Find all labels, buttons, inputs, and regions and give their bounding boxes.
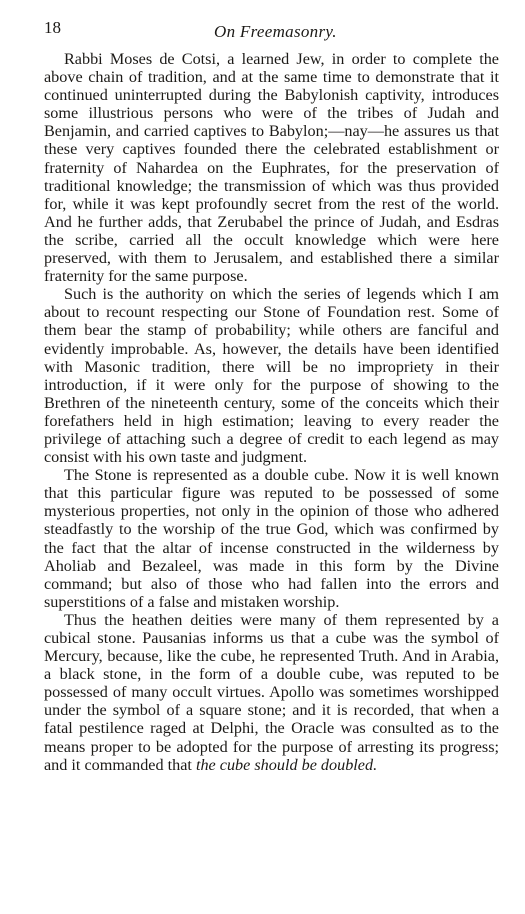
page-number: 18 [44, 18, 61, 37]
body-text [44, 50, 499, 774]
page-header [44, 18, 501, 42]
paragraph-4-italic-tail: the cube should be doubled. [195, 755, 378, 774]
paragraph-3: The Stone is represented as a double cube. Now it is well known that this particular figure was reputed to be possessed of some mysterious properties, not only in the opinion of those who adhered steadfastly to the worship of the true God, which was confirmed by the fact that the altar of incense constructed in the wilderness by Aholiab and Bezaleel, was made in this form by the Divine command; but also of those who had fallen into the errors and superstitions of a false and mistaken worship. [44, 466, 499, 611]
paragraph-4-text: Thus the heathen deities were many of them represented by a cubical stone. Pausanias informs us that a cube was the symbol of Mercury, because, like the cube, he represented Truth. And in Arabia, a black stone, in the form of a double cube, was reputed to be possessed of many occult virtues. Apollo was sometimes worshipped under the symbol of a square stone; and it is recorded, that when a fatal pestilence raged at Delphi, the Oracle was consulted as to the means proper to be adopted for the purpose of arresting its progress; and it commanded that [44, 610, 499, 774]
running-title: On Freemasonry. [214, 22, 337, 41]
paragraph-1: Rabbi Moses de Cotsi, a learned Jew, in order to complete the above chain of tradition, and at the same time to demonstrate that it continued uninterrupted during the Babylonish captivity, introduces some illustrious persons who were of the tribes of Judah and Benjamin, and carried captives to Babylon;—nay—he assures us that these very captives founded there the celebrated establishment or fraternity of Nahardea on the Euphrates, for the preservation of traditional knowledge; the transmission of which was thus provided for, while it was kept profoundly secret from the rest of the world. And he further adds, that Zerubabel the prince of Judah, and Esdras the scribe, carried all the occult knowledge which were here preserved, with them to Jerusalem, and established there a similar fraternity for the same purpose. [44, 50, 499, 286]
paragraph-2: Such is the authority on which the series of legends which I am about to recount respecting our Stone of Foundation rest. Some of them bear the stamp of probability; while others are fanciful and evidently improbable. As, however, the details have been identified with Masonic tradition, there will be no impropriety in their introduction, if it were only for the purpose of showing to the Brethren of the nineteenth century, some of the conceits which their forefathers held in high estimation; leaving to every reader the privilege of attaching such a degree of credit to each legend as may consist with his own taste and judgment. [44, 285, 499, 467]
paragraph-4 [44, 611, 499, 774]
